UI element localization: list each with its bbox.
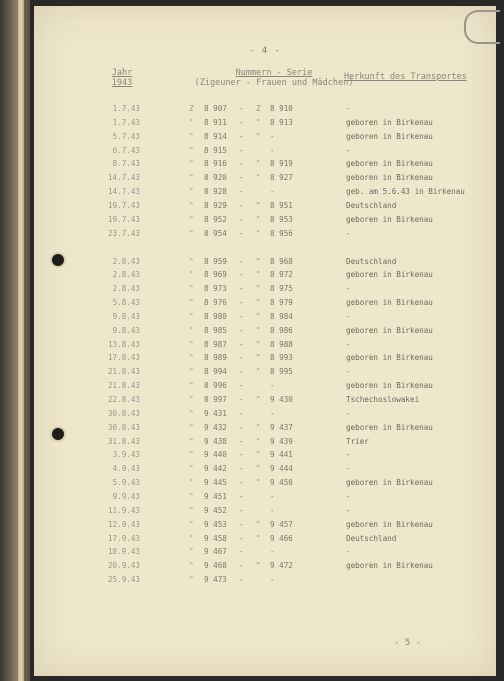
row-ditto-mark: " xyxy=(189,450,194,460)
row-number-to: - xyxy=(270,575,275,585)
row-ditto-mark: " xyxy=(189,408,194,418)
row-ditto-mark: " xyxy=(256,367,261,377)
row-ditto-mark: " xyxy=(189,298,194,308)
row-number-to: 9 450 xyxy=(270,478,293,488)
row-range-dash: - xyxy=(239,408,244,418)
row-range-dash: - xyxy=(239,214,244,224)
row-number-to: - xyxy=(270,491,275,501)
row-date: 5.7.43 xyxy=(112,131,140,141)
row-number-from: 8 987 xyxy=(204,339,227,349)
row-date: 25.9.43 xyxy=(107,575,140,585)
row-number-to: 9 466 xyxy=(270,533,293,543)
row-origin: Deutschland xyxy=(346,256,397,266)
row-ditto-mark: " xyxy=(189,145,194,155)
row-ditto-mark: " xyxy=(189,131,194,141)
row-ditto-mark: " xyxy=(189,547,194,557)
row-date: 23.7.43 xyxy=(107,228,140,238)
row-date: 9.8.43 xyxy=(112,325,140,335)
row-number-from: 8 985 xyxy=(204,325,227,335)
row-number-from: 8 914 xyxy=(204,131,227,141)
row-origin: - xyxy=(346,464,351,474)
row-ditto-mark: " xyxy=(256,117,261,127)
row-number-from: 8 907 xyxy=(204,104,227,113)
row-ditto-mark: " xyxy=(256,284,261,294)
row-number-from: 8 952 xyxy=(204,214,227,224)
row-range-dash: - xyxy=(239,547,244,557)
row-number-to: 8 951 xyxy=(270,200,293,210)
row-number-from: 8 911 xyxy=(204,117,227,127)
year-value: 1943 xyxy=(111,78,133,88)
row-range-dash: - xyxy=(239,104,244,113)
row-number-to: 8 975 xyxy=(270,284,293,294)
row-ditto-mark: " xyxy=(189,464,194,474)
row-origin: - xyxy=(346,408,351,418)
punch-hole xyxy=(52,254,64,266)
row-ditto-mark: " xyxy=(189,200,194,210)
row-origin: geboren in Birkenau xyxy=(346,561,433,571)
paper-clip-icon xyxy=(464,10,500,44)
row-range-dash: - xyxy=(239,228,244,238)
row-date: 3.9.43 xyxy=(112,450,140,460)
row-number-from: 8 969 xyxy=(204,270,227,280)
row-origin: Deutschland xyxy=(346,533,397,543)
row-range-dash: - xyxy=(239,117,244,127)
row-number-from: 8 954 xyxy=(204,228,227,238)
row-ditto-mark: " xyxy=(256,353,261,363)
row-origin: Tschechoslowakei xyxy=(346,395,420,404)
row-ditto-mark: " xyxy=(256,298,261,308)
row-number-from: 9 453 xyxy=(204,519,227,529)
row-range-dash: - xyxy=(239,367,244,377)
row-ditto-mark: " xyxy=(189,284,194,294)
row-number-to: 9 472 xyxy=(270,561,293,571)
row-number-from: 9 473 xyxy=(204,575,227,585)
row-ditto-mark: " xyxy=(189,159,194,169)
row-number-to: 9 430 xyxy=(270,395,293,404)
row-number-from: 8 996 xyxy=(204,381,227,391)
row-ditto-mark: " xyxy=(189,505,194,515)
row-origin: geboren in Birkenau xyxy=(346,298,433,308)
row-range-dash: - xyxy=(239,436,244,446)
row-date: 13.8.43 xyxy=(107,339,140,349)
row-ditto-mark: " xyxy=(256,200,261,210)
row-ditto-mark: " xyxy=(256,270,261,280)
row-date: 2.8.43 xyxy=(112,284,140,294)
row-date: 5.9.43 xyxy=(112,478,140,488)
row-date: 14.7.43 xyxy=(107,187,140,197)
row-number-to: 8 913 xyxy=(270,117,293,127)
row-range-dash: - xyxy=(239,298,244,308)
row-date: 31.8.43 xyxy=(107,436,140,446)
row-ditto-mark: " xyxy=(189,575,194,585)
row-ditto-mark: " xyxy=(256,519,261,529)
row-number-to: - xyxy=(270,145,275,155)
row-ditto-mark: " xyxy=(256,478,261,488)
row-date: 19.7.43 xyxy=(107,200,140,210)
row-origin: - xyxy=(346,367,351,377)
row-ditto-mark: " xyxy=(189,478,194,488)
year-label: Jahr xyxy=(111,68,133,78)
row-number-to: - xyxy=(270,381,275,391)
row-date: 1.7.43 xyxy=(112,104,140,113)
row-ditto-mark: " xyxy=(189,491,194,501)
row-ditto-mark: " xyxy=(256,173,261,183)
row-number-from: 9 440 xyxy=(204,450,227,460)
row-date: 9.8.43 xyxy=(112,311,140,321)
row-number-from: 9 467 xyxy=(204,547,227,557)
row-ditto-mark: " xyxy=(189,519,194,529)
row-range-dash: - xyxy=(239,381,244,391)
row-number-from: 9 452 xyxy=(204,505,227,515)
row-origin: - xyxy=(346,145,351,155)
row-range-dash: - xyxy=(239,284,244,294)
row-range-dash: - xyxy=(239,561,244,571)
row-number-from: 8 976 xyxy=(204,298,227,308)
row-number-to: 8 988 xyxy=(270,339,293,349)
row-number-from: 8 920 xyxy=(204,173,227,183)
row-ditto-mark: " xyxy=(189,187,194,197)
row-range-dash: - xyxy=(239,159,244,169)
row-ditto-mark: " xyxy=(189,311,194,321)
row-number-from: 8 973 xyxy=(204,284,227,294)
row-origin: geboren in Birkenau xyxy=(346,214,433,224)
row-date: 30.8.43 xyxy=(107,422,140,432)
row-ditto-mark: " xyxy=(256,159,261,169)
row-number-from: 9 468 xyxy=(204,561,227,571)
row-range-dash: - xyxy=(239,575,244,585)
row-date: 12.9.43 xyxy=(107,519,140,529)
row-number-to: 9 441 xyxy=(270,450,293,460)
row-origin: Deutschland xyxy=(346,200,397,210)
row-number-to: 8 956 xyxy=(270,228,293,238)
row-date: 20.9.43 xyxy=(107,561,140,571)
row-date: 30.8.43 xyxy=(107,408,140,418)
row-origin: - xyxy=(346,547,351,557)
row-date: 2.8.43 xyxy=(112,256,140,266)
punch-hole xyxy=(52,428,64,440)
row-ditto-mark: " xyxy=(189,173,194,183)
row-range-dash: - xyxy=(239,491,244,501)
row-ditto-mark: " xyxy=(189,395,194,404)
row-range-dash: - xyxy=(239,450,244,460)
row-ditto-mark: " xyxy=(256,339,261,349)
row-range-dash: - xyxy=(239,422,244,432)
row-range-dash: - xyxy=(239,505,244,515)
page-number-top: - 4 - xyxy=(248,46,282,56)
row-origin: - xyxy=(346,505,351,515)
row-number-to: 8 972 xyxy=(270,270,293,280)
row-range-dash: - xyxy=(239,533,244,543)
row-number-to: 9 444 xyxy=(270,464,293,474)
binder-edge xyxy=(0,0,30,681)
row-origin: geboren in Birkenau xyxy=(346,270,433,280)
row-ditto-mark: " xyxy=(256,464,261,474)
year-header xyxy=(102,68,142,88)
row-ditto-mark: " xyxy=(189,325,194,335)
row-number-to: 8 919 xyxy=(270,159,293,169)
row-origin: geboren in Birkenau xyxy=(346,173,433,183)
row-range-dash: - xyxy=(239,353,244,363)
row-ditto-mark: " xyxy=(189,256,194,266)
row-origin: - xyxy=(346,339,351,349)
row-number-to: - xyxy=(270,187,275,197)
row-ditto-mark: " xyxy=(189,436,194,446)
row-number-from: 8 989 xyxy=(204,353,227,363)
row-number-from: 9 445 xyxy=(204,478,227,488)
row-range-dash: - xyxy=(239,173,244,183)
row-number-to: 8 986 xyxy=(270,325,293,335)
row-number-to: 9 457 xyxy=(270,519,293,529)
row-origin: geboren in Birkenau xyxy=(346,381,433,391)
row-number-to: 8 910 xyxy=(270,104,293,113)
row-origin: geboren in Birkenau xyxy=(346,478,433,488)
row-range-dash: - xyxy=(239,395,244,404)
row-ditto-mark: " xyxy=(189,561,194,571)
row-number-from: 8 997 xyxy=(204,395,227,404)
row-number-to: 9 437 xyxy=(270,422,293,432)
row-number-to: 8 995 xyxy=(270,367,293,377)
row-ditto-mark: " xyxy=(256,256,261,266)
row-origin: - xyxy=(346,284,351,294)
row-origin: - xyxy=(346,491,351,501)
row-number-from: 9 442 xyxy=(204,464,227,474)
row-number-from: 8 915 xyxy=(204,145,227,155)
row-number-to: 8 927 xyxy=(270,173,293,183)
row-date: 9.9.43 xyxy=(112,491,140,501)
row-ditto-mark: " xyxy=(256,311,261,321)
row-ditto-mark: " xyxy=(256,131,261,141)
row-ditto-mark: " xyxy=(189,339,194,349)
row-number-to: - xyxy=(270,131,275,141)
row-range-dash: - xyxy=(239,325,244,335)
row-origin: - xyxy=(346,104,351,113)
row-origin: geboren in Birkenau xyxy=(346,159,433,169)
row-number-from: 9 451 xyxy=(204,491,227,501)
row-number-to: 8 984 xyxy=(270,311,293,321)
row-number-from: 8 959 xyxy=(204,256,227,266)
row-number-from: 8 994 xyxy=(204,367,227,377)
row-origin: - xyxy=(346,228,351,238)
row-date: 17.8.43 xyxy=(107,353,140,363)
row-date: 1.7.43 xyxy=(112,117,140,127)
row-range-dash: - xyxy=(239,270,244,280)
row-origin: geboren in Birkenau xyxy=(346,353,433,363)
row-number-to: 9 439 xyxy=(270,436,293,446)
row-number-to: 8 979 xyxy=(270,298,293,308)
row-ditto-mark: " xyxy=(189,353,194,363)
row-range-dash: - xyxy=(239,131,244,141)
row-ditto-mark: " xyxy=(189,381,194,391)
row-ditto-mark: " xyxy=(189,367,194,377)
row-origin: Trier xyxy=(346,436,369,446)
row-ditto-mark: " xyxy=(256,422,261,432)
row-origin: geboren in Birkenau xyxy=(346,117,433,127)
row-range-dash: - xyxy=(239,339,244,349)
row-ditto-mark: " xyxy=(189,214,194,224)
row-range-dash: - xyxy=(239,478,244,488)
row-number-to: - xyxy=(270,547,275,557)
row-range-dash: - xyxy=(239,145,244,155)
row-ditto-mark: " xyxy=(256,395,261,404)
row-ditto-mark: " xyxy=(189,533,194,543)
number-series-title: Nummern - Serie xyxy=(235,68,313,78)
row-range-dash: - xyxy=(239,256,244,266)
row-range-dash: - xyxy=(239,311,244,321)
row-date: 6.7.43 xyxy=(112,145,140,155)
row-number-from: 9 458 xyxy=(204,533,227,543)
row-date: 8.7.43 xyxy=(112,159,140,169)
row-date: 18.9.43 xyxy=(107,547,140,557)
row-range-dash: - xyxy=(239,464,244,474)
row-range-dash: - xyxy=(239,519,244,529)
row-number-from: 8 928 xyxy=(204,187,227,197)
row-ditto-mark: " xyxy=(189,422,194,432)
row-date: 11.9.43 xyxy=(107,505,140,515)
row-ditto-mark: " xyxy=(256,450,261,460)
row-date: 21.8.43 xyxy=(107,381,140,391)
row-date: 2.8.43 xyxy=(112,270,140,280)
row-ditto-mark: " xyxy=(256,436,261,446)
row-ditto-mark: Z xyxy=(256,104,261,113)
row-ditto-mark: " xyxy=(256,214,261,224)
origin-header: Herkunft des Transportes xyxy=(344,72,467,82)
row-ditto-mark: " xyxy=(256,533,261,543)
row-number-to: - xyxy=(270,505,275,515)
row-ditto-mark: " xyxy=(189,117,194,127)
row-ditto-mark: Z xyxy=(189,104,194,113)
row-origin: geb. am 5.6.43 in Birkenau xyxy=(346,187,465,197)
row-date: 19.7.43 xyxy=(107,214,140,224)
row-ditto-mark: " xyxy=(256,561,261,571)
row-number-from: 9 438 xyxy=(204,436,227,446)
row-number-from: 9 432 xyxy=(204,422,227,432)
row-number-to: 8 953 xyxy=(270,214,293,224)
number-series-subtitle: (Zigeuner - Frauen und Mädchen) xyxy=(194,78,354,88)
row-number-to: 8 993 xyxy=(270,353,293,363)
row-origin: geboren in Birkenau xyxy=(346,422,433,432)
row-origin: - xyxy=(346,450,351,460)
row-origin: - xyxy=(346,311,351,321)
row-date: 22.8.43 xyxy=(107,395,140,404)
row-origin: geboren in Birkenau xyxy=(346,519,433,529)
row-ditto-mark: " xyxy=(256,325,261,335)
row-number-from: 8 916 xyxy=(204,159,227,169)
row-date: 21.8.43 xyxy=(107,367,140,377)
row-ditto-mark: " xyxy=(189,270,194,280)
row-date: 17.9.43 xyxy=(107,533,140,543)
row-range-dash: - xyxy=(239,187,244,197)
row-date: 4.9.43 xyxy=(112,464,140,474)
row-date: 5.8.43 xyxy=(112,298,140,308)
row-range-dash: - xyxy=(239,200,244,210)
row-number-to: 8 968 xyxy=(270,256,293,266)
row-number-to: - xyxy=(270,408,275,418)
row-origin: geboren in Birkenau xyxy=(346,131,433,141)
row-number-from: 8 980 xyxy=(204,311,227,321)
row-ditto-mark: " xyxy=(189,228,194,238)
row-date: 14.7.43 xyxy=(107,173,140,183)
page-number-bottom: - 5 - xyxy=(394,638,422,648)
row-number-from: 9 431 xyxy=(204,408,227,418)
row-number-from: 8 929 xyxy=(204,200,227,210)
document-page xyxy=(34,6,496,676)
row-origin: geboren in Birkenau xyxy=(346,325,433,335)
row-ditto-mark: " xyxy=(256,228,261,238)
binder-stripe xyxy=(18,0,24,681)
